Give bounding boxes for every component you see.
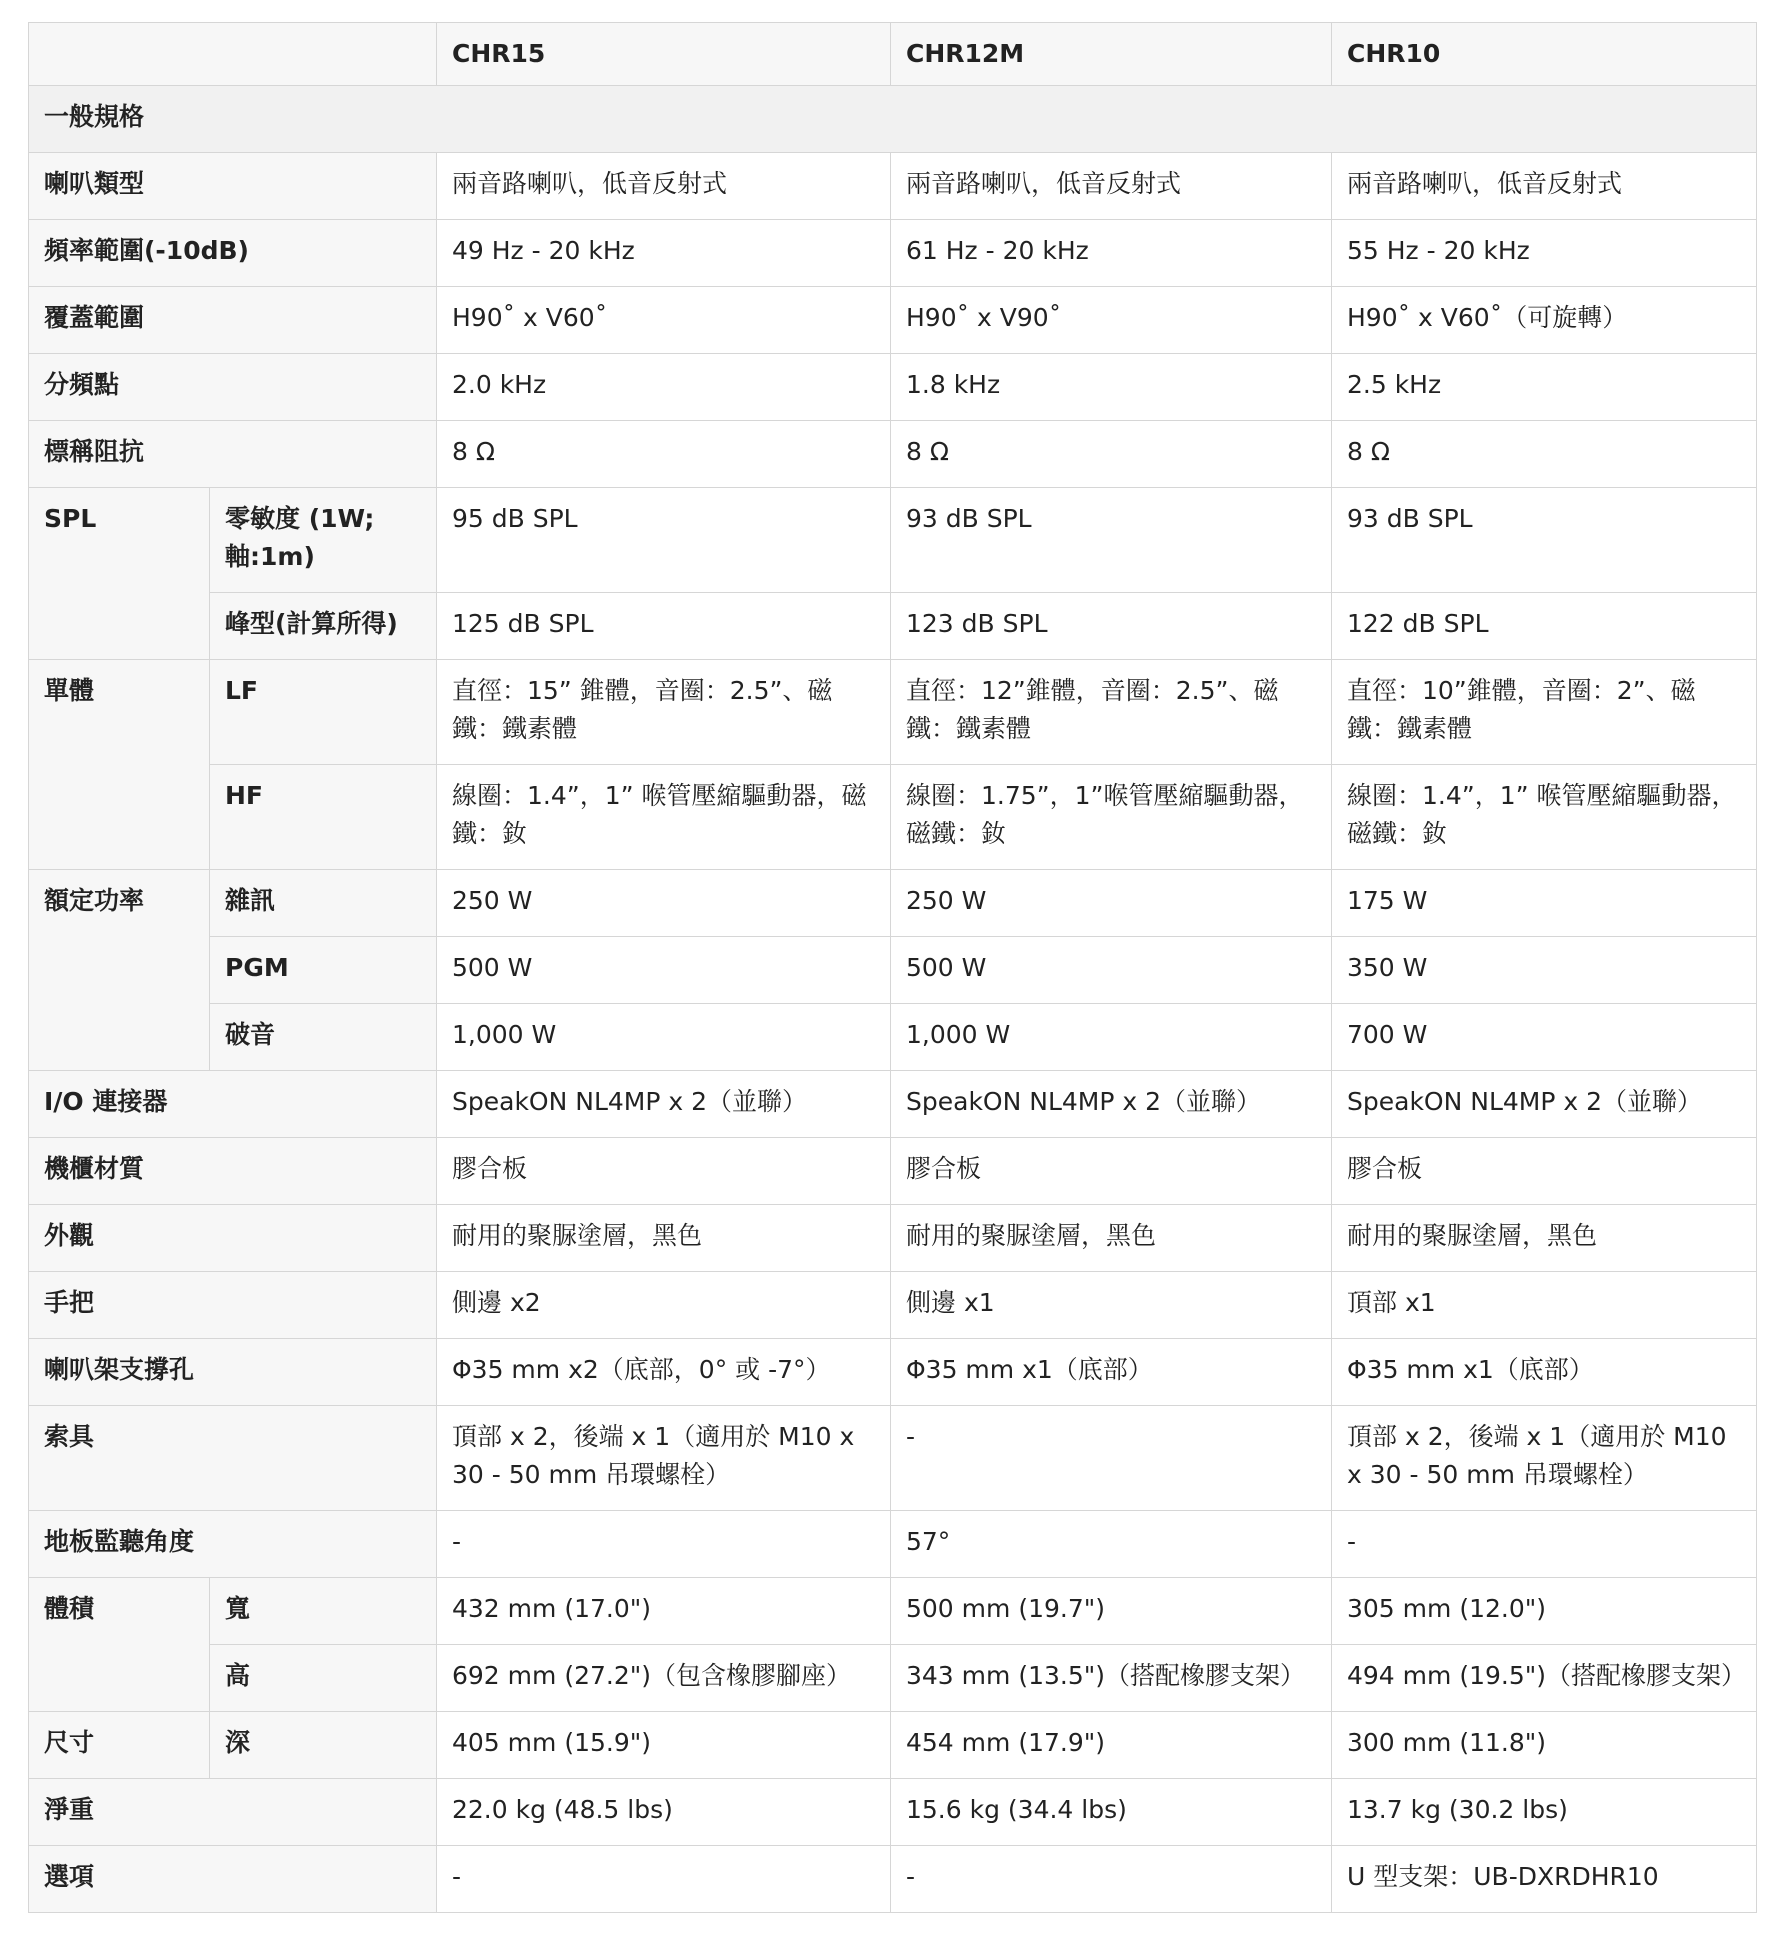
row-label: 機櫃材質	[29, 1138, 437, 1205]
table-row	[29, 1511, 1757, 1578]
cell-value: 250 W	[891, 870, 1332, 937]
row-label: 地板監聽角度	[29, 1511, 437, 1578]
cell-value: 8 Ω	[891, 421, 1332, 488]
cell-value: 1.8 kHz	[891, 354, 1332, 421]
row-label: 分頻點	[29, 354, 437, 421]
cell-value: 兩音路喇叭，低音反射式	[891, 153, 1332, 220]
cell-value: H90˚ x V60˚	[437, 287, 891, 354]
cell-value: 692 mm (27.2")（包含橡膠腳座）	[437, 1645, 891, 1712]
cell-value: SpeakON NL4MP x 2（並聯）	[437, 1071, 891, 1138]
header-model: CHR15	[437, 23, 891, 86]
row-sublabel: PGM	[210, 937, 437, 1004]
table-row	[29, 1846, 1757, 1913]
row-label: 選項	[29, 1846, 437, 1913]
cell-value: 93 dB SPL	[891, 488, 1332, 593]
cell-value: 側邊 x1	[891, 1272, 1332, 1339]
cell-value: 直徑：15” 錐體，音圈：2.5”、磁鐵：鐵素體	[437, 660, 891, 765]
cell-value: Φ35 mm x1（底部）	[1332, 1339, 1757, 1406]
cell-value: 線圈：1.4”，1” 喉管壓縮驅動器，磁鐵：釹	[437, 765, 891, 870]
table-row	[29, 488, 1757, 593]
table-row	[29, 354, 1757, 421]
section-row	[29, 86, 1757, 153]
cell-value: Φ35 mm x1（底部）	[891, 1339, 1332, 1406]
row-sublabel: 寬	[210, 1578, 437, 1645]
cell-value: 700 W	[1332, 1004, 1757, 1071]
table-row	[29, 1272, 1757, 1339]
header-blank-cell	[29, 23, 437, 86]
cell-value: 432 mm (17.0")	[437, 1578, 891, 1645]
row-sublabel: LF	[210, 660, 437, 765]
cell-value: 膠合板	[1332, 1138, 1757, 1205]
cell-value: 8 Ω	[437, 421, 891, 488]
row-label: 喇叭類型	[29, 153, 437, 220]
row-sublabel: 零敏度 (1W; 軸:1m)	[210, 488, 437, 593]
table-row	[29, 1406, 1757, 1511]
row-group-label: 尺寸	[29, 1712, 210, 1779]
row-label: 標稱阻抗	[29, 421, 437, 488]
cell-value: 8 Ω	[1332, 421, 1757, 488]
cell-value: 線圈：1.4”，1” 喉管壓縮驅動器，磁鐵：釹	[1332, 765, 1757, 870]
cell-value: 500 W	[891, 937, 1332, 1004]
table-row	[29, 153, 1757, 220]
row-group-label: 額定功率	[29, 870, 210, 1071]
cell-value: 兩音路喇叭，低音反射式	[1332, 153, 1757, 220]
table-row	[29, 1004, 1757, 1071]
cell-value: 494 mm (19.5")（搭配橡膠支架）	[1332, 1645, 1757, 1712]
table-row	[29, 1578, 1757, 1645]
cell-value: 耐用的聚脲塗層，黑色	[437, 1205, 891, 1272]
cell-value: U 型支架：UB-DXRDHR10	[1332, 1846, 1757, 1913]
row-sublabel: 峰型(計算所得)	[210, 593, 437, 660]
table-row	[29, 1339, 1757, 1406]
cell-value: 57°	[891, 1511, 1332, 1578]
cell-value: 343 mm (13.5")（搭配橡膠支架）	[891, 1645, 1332, 1712]
header-row	[29, 23, 1757, 86]
cell-value: Φ35 mm x2（底部，0° 或 -7°）	[437, 1339, 891, 1406]
cell-value: 405 mm (15.9")	[437, 1712, 891, 1779]
row-label: I/O 連接器	[29, 1071, 437, 1138]
row-label: 淨重	[29, 1779, 437, 1846]
cell-value: 95 dB SPL	[437, 488, 891, 593]
cell-value: 1,000 W	[437, 1004, 891, 1071]
row-sublabel: 雜訊	[210, 870, 437, 937]
cell-value: 93 dB SPL	[1332, 488, 1757, 593]
cell-value: 49 Hz - 20 kHz	[437, 220, 891, 287]
cell-value: 1,000 W	[891, 1004, 1332, 1071]
cell-value: 頂部 x1	[1332, 1272, 1757, 1339]
row-sublabel: 深	[210, 1712, 437, 1779]
spec-table	[28, 22, 1757, 1913]
cell-value: 500 W	[437, 937, 891, 1004]
cell-value: 耐用的聚脲塗層，黑色	[1332, 1205, 1757, 1272]
cell-value: 123 dB SPL	[891, 593, 1332, 660]
cell-value: H90˚ x V90˚	[891, 287, 1332, 354]
cell-value: SpeakON NL4MP x 2（並聯）	[891, 1071, 1332, 1138]
cell-value: 兩音路喇叭，低音反射式	[437, 153, 891, 220]
row-label: 手把	[29, 1272, 437, 1339]
cell-value: 350 W	[1332, 937, 1757, 1004]
cell-value: 305 mm (12.0")	[1332, 1578, 1757, 1645]
table-row	[29, 765, 1757, 870]
cell-value: 454 mm (17.9")	[891, 1712, 1332, 1779]
row-label: 索具	[29, 1406, 437, 1511]
cell-value: H90˚ x V60˚（可旋轉）	[1332, 287, 1757, 354]
table-row	[29, 287, 1757, 354]
row-group-label: 單體	[29, 660, 210, 870]
section-general-title: 一般規格	[29, 86, 1757, 153]
cell-value: 61 Hz - 20 kHz	[891, 220, 1332, 287]
cell-value: 125 dB SPL	[437, 593, 891, 660]
cell-value: 175 W	[1332, 870, 1757, 937]
table-row	[29, 1138, 1757, 1205]
table-row	[29, 421, 1757, 488]
row-group-label: SPL	[29, 488, 210, 660]
cell-value: 15.6 kg (34.4 lbs)	[891, 1779, 1332, 1846]
table-row	[29, 1779, 1757, 1846]
cell-value: -	[891, 1406, 1332, 1511]
table-row	[29, 1071, 1757, 1138]
table-row	[29, 1205, 1757, 1272]
cell-value: -	[1332, 1511, 1757, 1578]
cell-value: 頂部 x 2，後端 x 1（適用於 M10 x 30 - 50 mm 吊環螺栓）	[1332, 1406, 1757, 1511]
cell-value: 500 mm (19.7")	[891, 1578, 1332, 1645]
cell-value: 側邊 x2	[437, 1272, 891, 1339]
cell-value: 22.0 kg (48.5 lbs)	[437, 1779, 891, 1846]
row-sublabel: 破音	[210, 1004, 437, 1071]
table-row	[29, 1645, 1757, 1712]
row-sublabel: HF	[210, 765, 437, 870]
cell-value: 55 Hz - 20 kHz	[1332, 220, 1757, 287]
cell-value: 膠合板	[437, 1138, 891, 1205]
table-row	[29, 1712, 1757, 1779]
header-model: CHR10	[1332, 23, 1757, 86]
table-row	[29, 220, 1757, 287]
cell-value: 300 mm (11.8")	[1332, 1712, 1757, 1779]
row-label: 頻率範圍(-10dB)	[29, 220, 437, 287]
cell-value: 頂部 x 2，後端 x 1（適用於 M10 x 30 - 50 mm 吊環螺栓）	[437, 1406, 891, 1511]
header-model: CHR12M	[891, 23, 1332, 86]
table-row	[29, 870, 1757, 937]
cell-value: -	[891, 1846, 1332, 1913]
cell-value: 膠合板	[891, 1138, 1332, 1205]
table-row	[29, 660, 1757, 765]
cell-value: -	[437, 1846, 891, 1913]
row-sublabel: 高	[210, 1645, 437, 1712]
row-label: 喇叭架支撐孔	[29, 1339, 437, 1406]
cell-value: 直徑：10”錐體，音圈：2”、磁鐵：鐵素體	[1332, 660, 1757, 765]
cell-value: SpeakON NL4MP x 2（並聯）	[1332, 1071, 1757, 1138]
row-label: 外觀	[29, 1205, 437, 1272]
cell-value: 13.7 kg (30.2 lbs)	[1332, 1779, 1757, 1846]
cell-value: 耐用的聚脲塗層，黑色	[891, 1205, 1332, 1272]
cell-value: 250 W	[437, 870, 891, 937]
row-label: 覆蓋範圍	[29, 287, 437, 354]
row-group-label: 體積	[29, 1578, 210, 1712]
table-row	[29, 593, 1757, 660]
cell-value: 2.5 kHz	[1332, 354, 1757, 421]
cell-value: 直徑：12”錐體，音圈：2.5”、磁鐵：鐵素體	[891, 660, 1332, 765]
cell-value: -	[437, 1511, 891, 1578]
cell-value: 線圈：1.75”，1”喉管壓縮驅動器，磁鐵：釹	[891, 765, 1332, 870]
cell-value: 122 dB SPL	[1332, 593, 1757, 660]
cell-value: 2.0 kHz	[437, 354, 891, 421]
table-row	[29, 937, 1757, 1004]
